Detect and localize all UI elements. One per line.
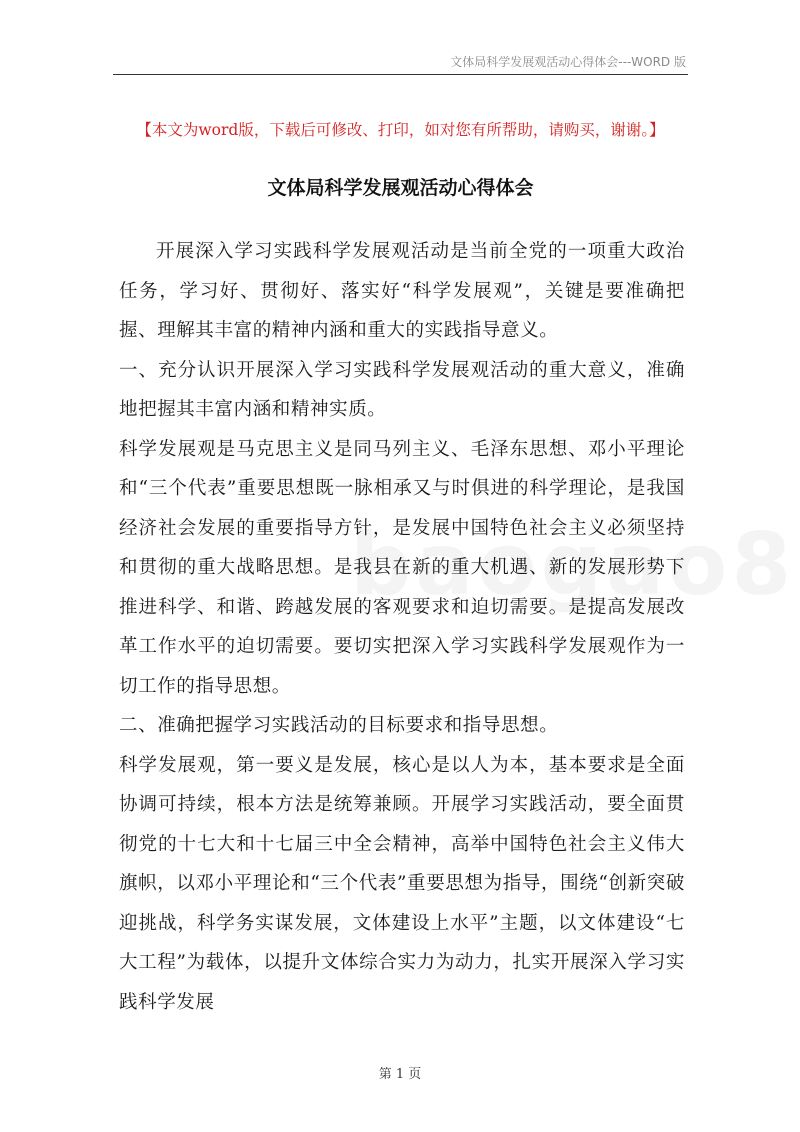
- page-number: 第 1 页: [378, 1067, 422, 1082]
- section-heading-2: 二、准确把握学习实践活动的目标要求和指导思想。: [119, 715, 559, 736]
- paragraph-1: 科学发展观是马克思主义是同马列主义、毛泽东思想、邓小平理论和“三个代表”重要思想既一脉相承又与时俱进的科学理论，是我国经济社会发展的重要指导方针，是发展中国特色社会主义必须坚持和贯彻的重大战略思想。是我县在新的重大机遇、新的发展形势下推进科学、和谐、跨越发展的客观要求和迫切需要。是提高发展改革工作水平的迫切需要。要切实把深入学习实践科学发展观作为一切工作的指导思想。: [119, 438, 685, 697]
- paragraph-intro: 开展深入学习实践科学发展观活动是当前全党的一项重大政治任务，学习好、贯彻好、落实好“科学发展观”，关键是要准确把握、理解其丰富的精神内涵和重大的实践指导意义。: [119, 241, 685, 341]
- header-rule: [113, 74, 688, 75]
- document-title: 文体局科学发展观活动心得体会: [267, 177, 534, 199]
- section-heading-1: 一、充分认识开展深入学习实践科学发展观活动的重大意义，准确地把握其丰富内涵和精神实质。: [119, 359, 685, 420]
- purchase-notice: 【本文为word版，下载后可修改、打印，如对您有所帮助，请购买，谢谢。】: [136, 121, 665, 139]
- running-header: 文体局科学发展观活动心得体会---WORD 版: [450, 55, 686, 69]
- document-body: [119, 232, 685, 1022]
- paragraph-2: 科学发展观，第一要义是发展，核心是以人为本，基本要求是全面协调可持续，根本方法是统筹兼顾。开展学习实践活动，要全面贯彻党的十七大和十七届三中全会精神，高举中国特色社会主义伟大旗帜，以邓小平理论和“三个代表”重要思想为指导，围绕“创新突破迎挑战，科学务实谋发展，文体建设上水平”主题，以文体建设“七大工程”为载体，以提升文体综合实力为动力，扎实开展深入学习实践科学发展: [119, 754, 685, 1013]
